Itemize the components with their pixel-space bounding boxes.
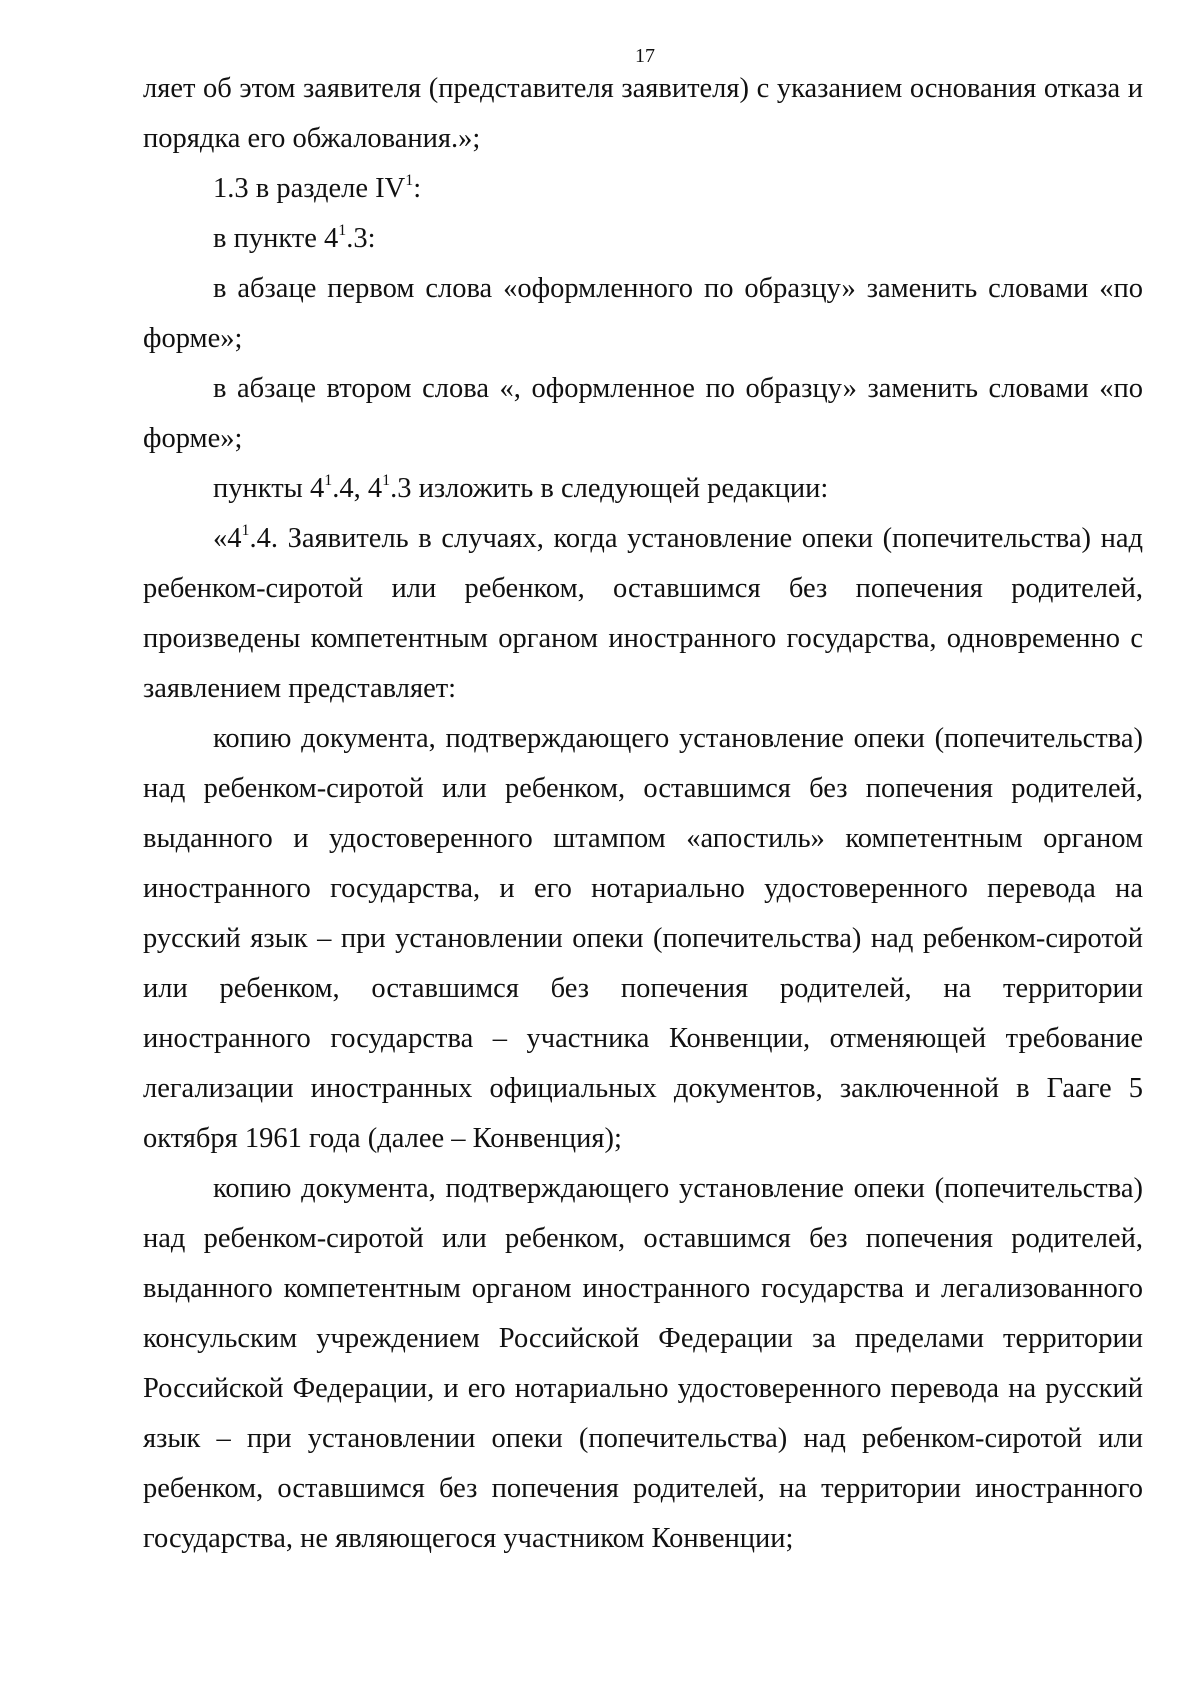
paragraph-text: пункты 4 xyxy=(213,473,325,504)
superscript: 1 xyxy=(382,472,391,489)
paragraph-text: 1.3 в разделе IV xyxy=(213,173,406,204)
page-number: 17 xyxy=(635,45,655,67)
paragraph-apostille-copy: копию документа, подтверждающего установление опеки (попечительства) над ребенком-сиротой или ребенком, оставшимся без попечения родителей, выданного и удостоверенного штампом «апостиль» компетентным органом иностранного государства, и его нотариально удостоверенного перевода на русский язык – при установлении опеки (попечительства) над ребенком-сиротой или ребенком, оставшимся без попечения родителей, на территории иностранного государства – участника Конвенции, отменяющей требование легализации иностранных официальных документов, заключенной в Гааге 5 октября 1961 года (далее – Конвенция); xyxy=(143,723,1143,1154)
superscript: 1 xyxy=(241,522,250,539)
paragraph-amendment-second: в абзаце втором слова «, оформленное по образцу» заменить словами «по форме»; xyxy=(143,373,1143,454)
paragraph-text: .4, 4 xyxy=(332,473,383,504)
paragraph-text: .3 изложить в следующей редакции: xyxy=(390,473,829,504)
paragraph-text: .4. Заявитель в случаях, когда установление опеки (попечительства) над ребенком-сиротой или ребенком, оставшимся без попечения родителей, произведены компетентным органом иностранного государства, одновременно с заявлением представляет: xyxy=(143,523,1143,704)
paragraph-text: : xyxy=(413,173,422,204)
superscript: 1 xyxy=(338,222,347,239)
paragraph-point-4-1-4 xyxy=(143,514,1143,714)
paragraph-text: в пункте 4 xyxy=(213,223,339,254)
paragraph-point-heading xyxy=(143,214,1143,264)
document-body xyxy=(143,64,1143,1564)
superscript: 1 xyxy=(324,472,333,489)
paragraph-amendment-first: в абзаце первом слова «оформленного по образцу» заменить словами «по форме»; xyxy=(143,273,1143,354)
superscript: 1 xyxy=(405,172,414,189)
paragraph-legalized-copy: копию документа, подтверждающего установление опеки (попечительства) над ребенком-сиротой или ребенком, оставшимся без попечения родителей, выданного компетентным органом иностранного государства и легализованного консульским учреждением Российской Федерации за пределами территории Российской Федерации, и его нотариально удостоверенного перевода на русский язык – при установлении опеки (попечительства) над ребенком-сиротой или ребенком, оставшимся без попечения родителей, на территории иностранного государства, не являющегося участником Конвенции; xyxy=(143,1173,1143,1554)
paragraph-text: .3: xyxy=(346,223,376,254)
paragraph-text: «4 xyxy=(213,523,242,554)
paragraph-section-heading xyxy=(143,164,1143,214)
paragraph-points-restate xyxy=(143,464,1143,514)
paragraph-continuation: ляет об этом заявителя (представителя заявителя) с указанием основания отказа и порядка его обжалования.»; xyxy=(143,73,1143,154)
